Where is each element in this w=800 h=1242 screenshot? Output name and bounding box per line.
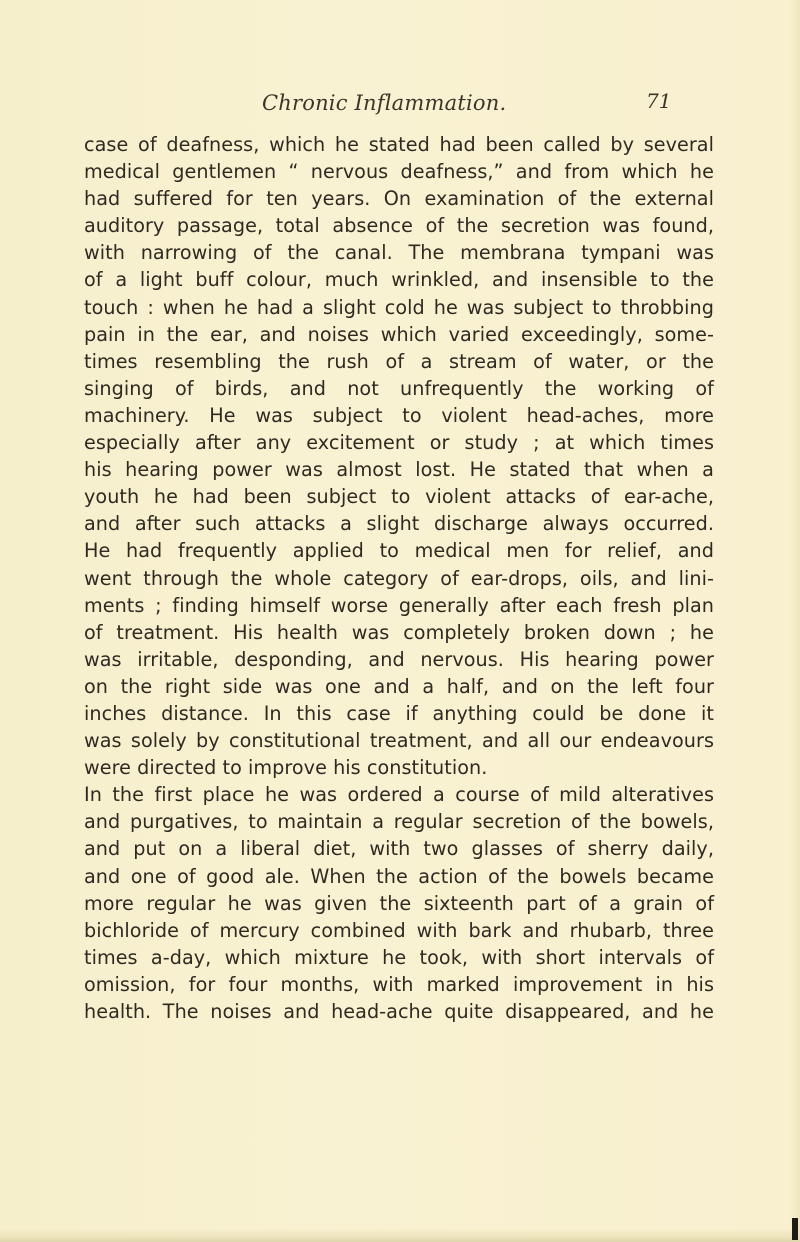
text-line: his hearing power was almost lost. He stated that when a [84, 458, 714, 482]
text-line: times resembling the rush of a stream of water, or the [84, 349, 714, 373]
text-line: touch : when he had a slight cold he was subject to throbbing [84, 295, 714, 319]
text-line: especially after any excitement or study ; at which times [84, 431, 714, 455]
text-line: bichloride of mercury combined with bark and rhubarb, three [84, 918, 714, 942]
text-line: with narrowing of the canal. The membrana tympani was [84, 241, 714, 265]
text-line: and after such attacks a slight discharge always occurred. [84, 512, 714, 536]
text-line: youth he had been subject to violent attacks of ear-ache, [84, 485, 714, 509]
page-bottom-edge [0, 1228, 800, 1242]
page-header [262, 91, 702, 123]
text-line: had suffered for ten years. On examination of the external [84, 187, 714, 211]
text-line: He had frequently applied to medical men for relief, and [84, 539, 714, 563]
running-title: Chronic Inflammation. [262, 91, 507, 115]
text-line: was irritable, desponding, and nervous. His hearing power [84, 647, 714, 671]
text-line: inches distance. In this case if anything could be done it [84, 701, 714, 725]
scan-corner-mark [792, 1218, 798, 1240]
text-line: omission, for four months, with marked improvement in his [84, 972, 714, 996]
text-line: and put on a liberal diet, with two glasses of sherry daily, [84, 837, 714, 861]
text-line: health. The noises and head-ache quite disappeared, and he [84, 1000, 714, 1023]
text-line: ments ; finding himself worse generally after each fresh plan [84, 593, 714, 617]
page-number: 71 [646, 89, 672, 113]
text-line: and purgatives, to maintain a regular secretion of the bowels, [84, 810, 714, 834]
text-line: and one of good ale. When the action of the bowels became [84, 864, 714, 888]
text-line: pain in the ear, and noises which varied exceedingly, some- [84, 322, 714, 346]
text-line: of treatment. His health was completely broken down ; he [84, 620, 714, 644]
text-line: went through the whole category of ear-drops, oils, and lini- [84, 566, 714, 590]
text-line: was solely by constitutional treatment, and all our endeavours [84, 729, 714, 753]
text-line: singing of birds, and not unfrequently the working of [84, 376, 714, 400]
text-line: auditory passage, total absence of the secretion was found, [84, 214, 714, 238]
text-line: were directed to improve his constitution. [84, 756, 488, 780]
text-line: times a-day, which mixture he took, with short intervals of [84, 945, 714, 969]
text-line: of a light buff colour, much wrinkled, and insensible to the [84, 268, 714, 292]
text-line: In the first place he was ordered a course of mild alteratives [84, 783, 714, 807]
body-text [84, 131, 714, 1025]
text-line: machinery. He was subject to violent head-aches, more [84, 403, 714, 427]
text-line: case of deafness, which he stated had been called by several [84, 133, 714, 156]
page-edge-shadow [790, 0, 800, 1242]
text-line: on the right side was one and a half, and on the left four [84, 674, 714, 698]
text-line: more regular he was given the sixteenth part of a grain of [84, 891, 714, 915]
text-line: medical gentlemen “ nervous deafness,” and from which he [84, 160, 714, 184]
